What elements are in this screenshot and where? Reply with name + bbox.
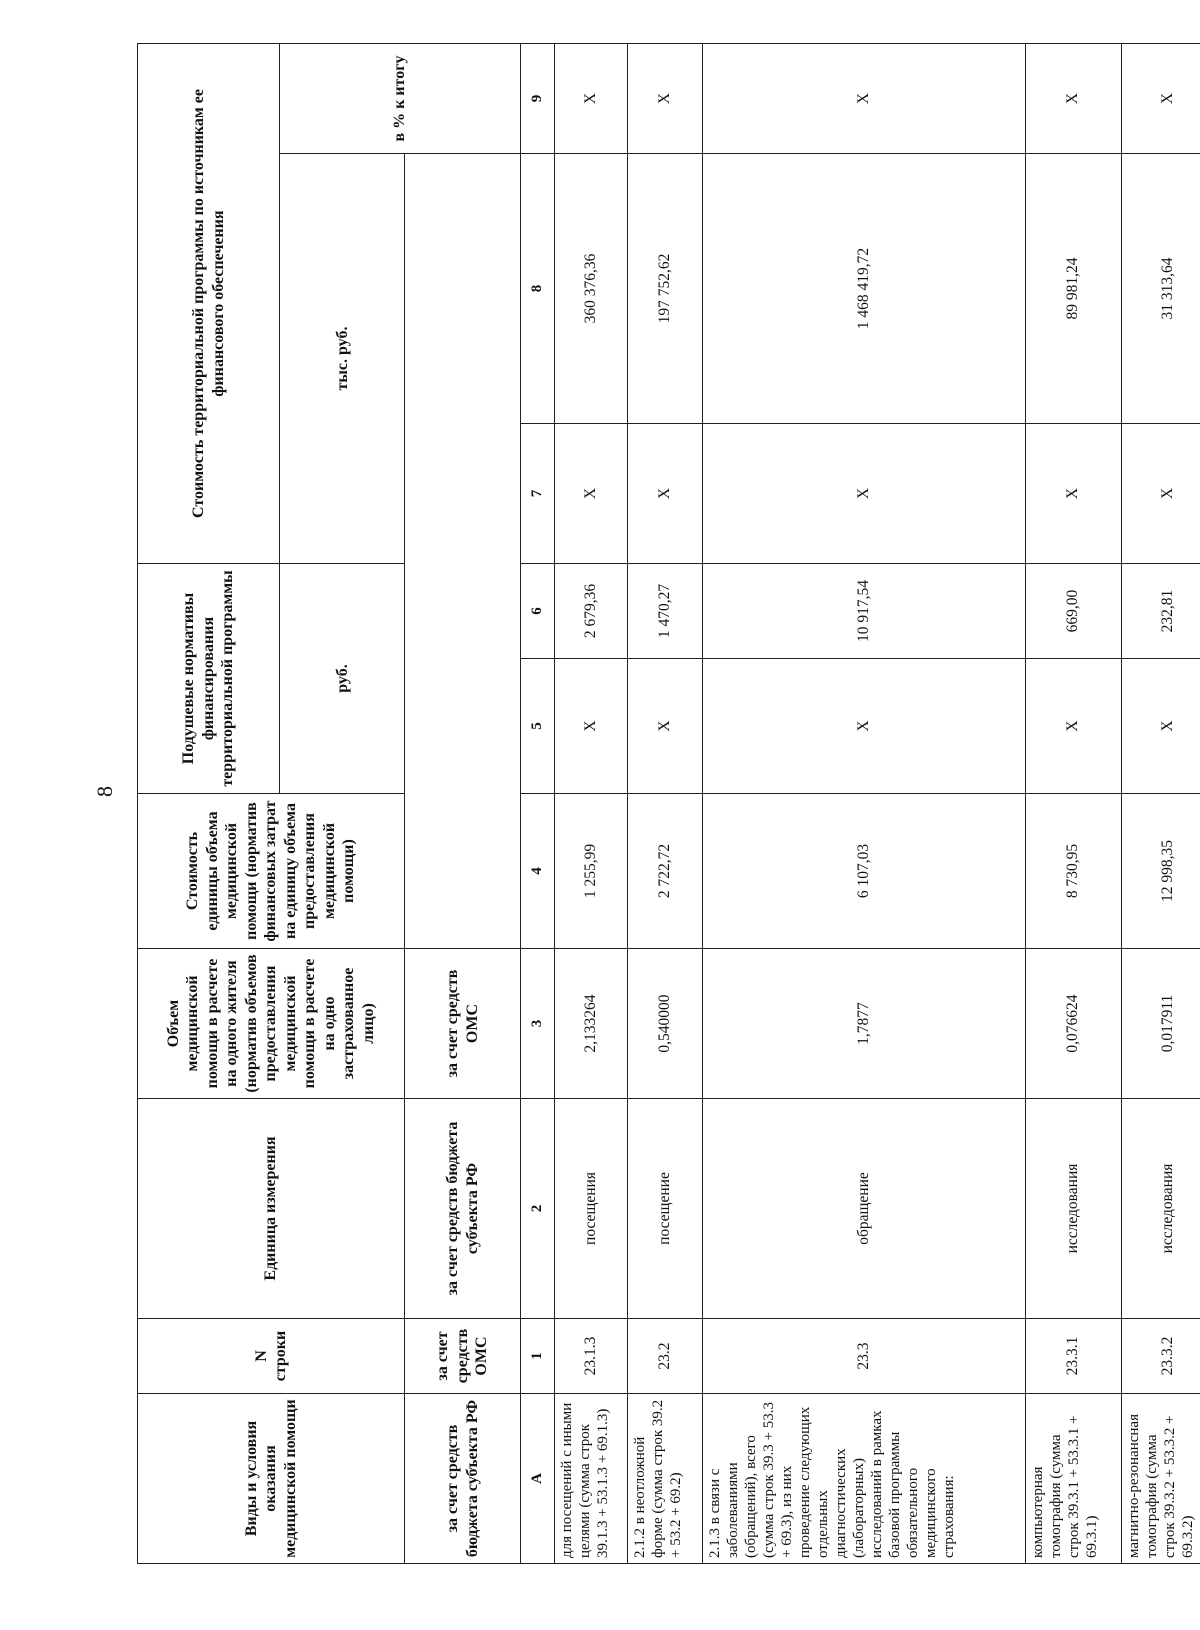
row-volume: 0,017911 bbox=[1121, 949, 1200, 1099]
row-cost-budget: Х bbox=[1026, 424, 1121, 564]
row-per-capita-budget: Х bbox=[1026, 659, 1121, 794]
row-per-capita-oms: 1 470,27 bbox=[628, 564, 703, 659]
row-cost-oms: 1 468 419,72 bbox=[703, 154, 1026, 424]
header-thous-rub: тыс. руб. bbox=[280, 154, 405, 564]
page-number: 8 bbox=[92, 786, 117, 797]
row-per-capita-oms: 10 917,54 bbox=[703, 564, 1026, 659]
row-name: 2.1.2 в неотложной форме (сумма строк 39.2 + 53.2 + 69.2) bbox=[628, 1394, 703, 1564]
header-percent: в % к итогу bbox=[280, 43, 521, 153]
table-row bbox=[1121, 43, 1200, 1563]
col-number: 6 bbox=[521, 564, 555, 659]
row-cost-budget: Х bbox=[703, 424, 1026, 564]
header-line-number: N строки bbox=[138, 1319, 405, 1394]
numbering-row bbox=[521, 43, 555, 1563]
col-number: 1 bbox=[521, 1319, 555, 1394]
row-unit: посещение bbox=[628, 1099, 703, 1319]
row-unit-cost: 8 730,95 bbox=[1026, 794, 1121, 949]
row-cost-oms: 360 376,36 bbox=[554, 154, 628, 424]
row-line: 23.3.2 bbox=[1121, 1319, 1200, 1394]
header-per-capita-budget: за счет средств бюджета субъекта РФ bbox=[405, 1394, 521, 1564]
row-unit: обращение bbox=[703, 1099, 1026, 1319]
row-name: 2.1.3 в связи с заболеваниями (обращений), всего (сумма строк 39.3 + 53.3 + 69.3), из них проведение следующих отдельных диагностических (лабораторных) исследований в рамках базовой программы обязательного медицинского страхования: bbox=[703, 1394, 1026, 1564]
row-per-capita-budget: Х bbox=[703, 659, 1026, 794]
row-unit: исследования bbox=[1026, 1099, 1121, 1319]
rotated-table-container bbox=[137, 44, 1200, 1564]
medical-care-cost-table bbox=[137, 43, 1200, 1564]
row-cost-budget: Х bbox=[1121, 424, 1200, 564]
row-volume: 0,540000 bbox=[628, 949, 703, 1099]
row-unit-cost: 1 255,99 bbox=[554, 794, 628, 949]
col-number: 7 bbox=[521, 424, 555, 564]
header-kind-conditions: Виды и условия оказания медицинской помощи bbox=[138, 1394, 405, 1564]
row-name: компьютерная томография (сумма строк 39.3.1 + 53.3.1 + 69.3.1) bbox=[1026, 1394, 1121, 1564]
row-cost-oms: 89 981,24 bbox=[1026, 154, 1121, 424]
header-per-capita-group: Подушевые нормативы финансирования территориальной программы bbox=[138, 564, 280, 794]
row-line: 23.3 bbox=[703, 1319, 1026, 1394]
row-unit: посещения bbox=[554, 1099, 628, 1319]
col-number: 8 bbox=[521, 154, 555, 424]
row-per-capita-oms: 669,00 bbox=[1026, 564, 1121, 659]
row-volume: 0,076624 bbox=[1026, 949, 1121, 1099]
header-rub: руб. bbox=[280, 564, 405, 794]
row-per-capita-budget: Х bbox=[1121, 659, 1200, 794]
header-cost-oms: за счет средств ОМС bbox=[405, 949, 521, 1099]
col-number: 4 bbox=[521, 794, 555, 949]
row-line: 23.1.3 bbox=[554, 1319, 628, 1394]
col-number: 3 bbox=[521, 949, 555, 1099]
row-per-capita-budget: Х bbox=[628, 659, 703, 794]
col-number: 9 bbox=[521, 43, 555, 153]
col-number: A bbox=[521, 1394, 555, 1564]
header-per-capita-oms: за счет средств ОМС bbox=[405, 1319, 521, 1394]
row-percent: Х bbox=[703, 43, 1026, 153]
header-unit: Единица измерения bbox=[138, 1099, 405, 1319]
table-row bbox=[628, 43, 703, 1563]
col-number: 2 bbox=[521, 1099, 555, 1319]
row-unit-cost: 2 722,72 bbox=[628, 794, 703, 949]
table-row bbox=[703, 43, 1026, 1563]
row-cost-oms: 31 313,64 bbox=[1121, 154, 1200, 424]
row-per-capita-oms: 232,81 bbox=[1121, 564, 1200, 659]
row-name: для посещений с иными целями (сумма строк 39.1.3 + 53.1.3 + 69.1.3) bbox=[554, 1394, 628, 1564]
table-row bbox=[1026, 43, 1121, 1563]
row-line: 23.3.1 bbox=[1026, 1319, 1121, 1394]
row-percent: Х bbox=[1121, 43, 1200, 153]
row-volume: 2,133264 bbox=[554, 949, 628, 1099]
row-unit: исследования bbox=[1121, 1099, 1200, 1319]
row-cost-oms: 197 752,62 bbox=[628, 154, 703, 424]
row-cost-budget: Х bbox=[628, 424, 703, 564]
row-unit-cost: 6 107,03 bbox=[703, 794, 1026, 949]
row-cost-budget: Х bbox=[554, 424, 628, 564]
col-number: 5 bbox=[521, 659, 555, 794]
row-unit-cost: 12 998,35 bbox=[1121, 794, 1200, 949]
row-percent: Х bbox=[1026, 43, 1121, 153]
header-unit-cost: Стоимость единицы объема медицинской помощи (норматив финансовых затрат на единицу объема предоставления медицинской помощи) bbox=[138, 794, 405, 949]
header-volume: Объем медицинской помощи в расчете на одного жителя (норматив объемов предоставления медицинской помощи в расчете на одно застрахованное лицо) bbox=[138, 949, 405, 1099]
row-percent: Х bbox=[554, 43, 628, 153]
header-program-cost-group: Стоимость территориальной программы по источникам ее финансового обеспечения bbox=[138, 43, 280, 563]
table-row bbox=[554, 43, 628, 1563]
row-name: магнитно-резонансная томография (сумма строк 39.3.2 + 53.3.2 + 69.3.2) bbox=[1121, 1394, 1200, 1564]
row-per-capita-oms: 2 679,36 bbox=[554, 564, 628, 659]
header-cost-budget: за счет средств бюджета субъекта РФ bbox=[405, 1099, 521, 1319]
row-percent: Х bbox=[628, 43, 703, 153]
row-volume: 1,7877 bbox=[703, 949, 1026, 1099]
row-line: 23.2 bbox=[628, 1319, 703, 1394]
row-per-capita-budget: Х bbox=[554, 659, 628, 794]
